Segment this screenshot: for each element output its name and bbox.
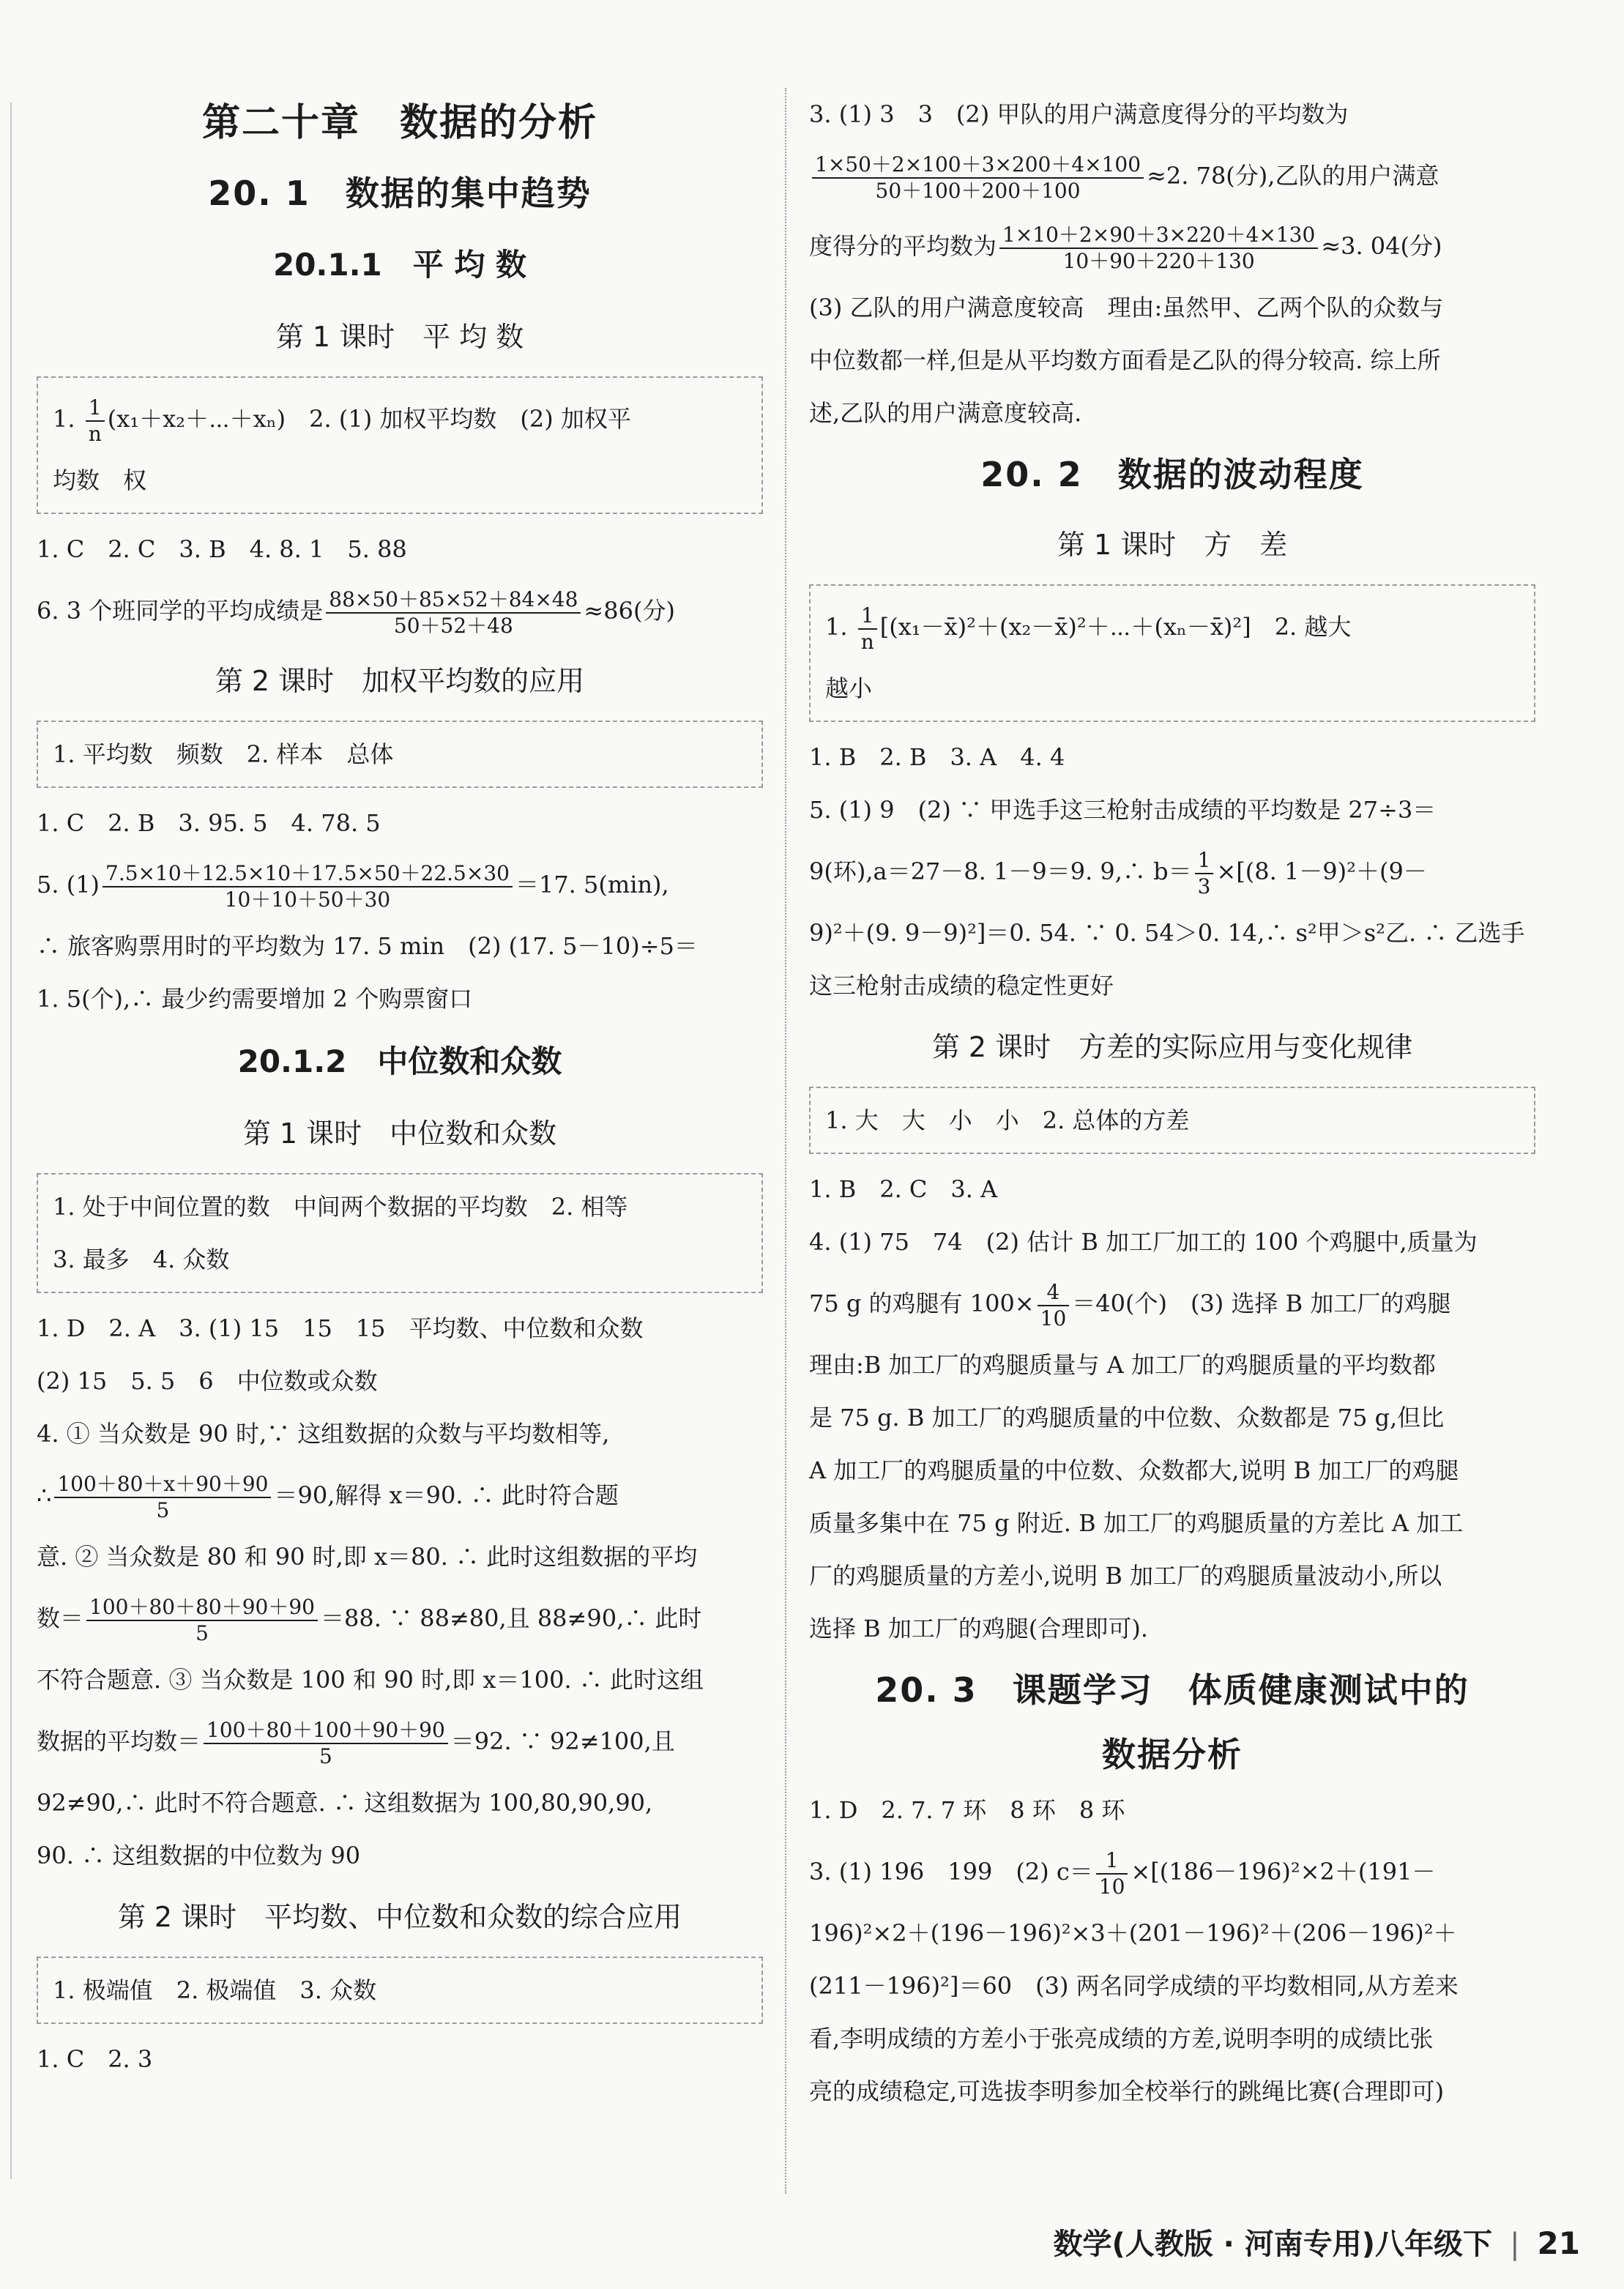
box-line	[825, 592, 1519, 662]
answer-line: 1. C 2. C 3. B 4. 8. 1 5. 88	[37, 535, 407, 563]
fraction-numerator: 4	[1038, 1280, 1070, 1306]
answer-line: ∴ 旅客购票用时的平均数为 17. 5 min (2) (17. 5－10)÷5＝	[37, 932, 698, 960]
answer-text: 数＝	[37, 1604, 84, 1632]
answer-line: 这三枪射击成绩的稳定性更好	[809, 972, 1114, 1000]
fraction	[999, 223, 1318, 274]
fraction-numerator: 100＋80＋100＋90＋90	[204, 1718, 448, 1744]
fraction-denominator: 5	[156, 1497, 170, 1522]
fraction	[86, 395, 105, 447]
fraction-denominator: 50＋100＋200＋100	[875, 178, 1081, 203]
answer-text: ＝40(个) (3) 选择 B 加工厂的鸡腿	[1072, 1289, 1451, 1317]
answer-line: 意. ② 当众数是 80 和 90 时,即 x＝80. ∴ 此时这组数据的平均	[37, 1543, 698, 1571]
box-line: 1. 平均数 频数 2. 样本 总体	[53, 740, 394, 768]
section-title-20-3: 20. 3 课题学习 体质健康测试中的	[875, 1670, 1470, 1710]
answer-text: 6. 3 个班同学的平均成绩是	[37, 597, 324, 625]
answer-line	[809, 141, 1535, 211]
fraction-denominator: 10	[1098, 1874, 1125, 1899]
answer-line	[809, 1268, 1535, 1339]
answer-text: 数据的平均数＝	[37, 1727, 201, 1755]
fraction-numerator: 1	[858, 603, 877, 630]
answer-line: 是 75 g. B 加工厂的鸡腿质量的中位数、众数都是 75 g,但比	[809, 1404, 1445, 1432]
lesson-title: 第 2 课时 平均数、中位数和众数的综合应用	[117, 1901, 682, 1933]
answer-text: ×[(186－196)²×2＋(191－	[1131, 1858, 1436, 1886]
section-title-20-1: 20. 1 数据的集中趋势	[208, 174, 592, 213]
fraction-denominator: 10＋90＋220＋130	[1062, 248, 1255, 273]
answer-line: 4. (1) 75 74 (2) 估计 B 加工厂加工的 100 个鸡腿中,质量为	[809, 1228, 1478, 1256]
lesson-title: 第 1 课时 中位数和众数	[242, 1117, 557, 1150]
fraction-numerator: 1×10＋2×90＋3×220＋4×130	[999, 223, 1318, 249]
answer-text: ≈2. 78(分),乙队的用户满意	[1147, 162, 1439, 190]
answer-line	[37, 1583, 763, 1653]
fraction-denominator: 5	[319, 1743, 332, 1768]
box-line: 3. 最多 4. 众数	[53, 1246, 230, 1273]
answer-line: 9)²＋(9. 9－9)²]＝0. 54. ∵ 0. 54＞0. 14,∴ s²甲＞s²乙. ∴ 乙选手	[809, 919, 1525, 947]
fraction-numerator: 1	[1195, 848, 1214, 874]
section-title-20-2: 20. 2 数据的波动程度	[980, 455, 1364, 494]
answer-text: 75 g 的鸡腿有 100×	[809, 1289, 1035, 1317]
fraction-denominator: 10	[1040, 1306, 1067, 1330]
answer-line: 厂的鸡腿质量的方差小,说明 B 加工厂的鸡腿质量波动小,所以	[809, 1562, 1442, 1590]
answer-text: ∴	[37, 1481, 52, 1509]
answer-line: 述,乙队的用户满意度较高.	[809, 399, 1082, 427]
item-number: 1.	[825, 613, 848, 641]
answer-line: 1. B 2. C 3. A	[809, 1175, 998, 1203]
concept-box	[37, 1957, 763, 2024]
lesson-title: 第 1 课时 平 均 数	[275, 321, 524, 353]
box-line: 1. 处于中间位置的数 中间两个数据的平均数 2. 相等	[53, 1193, 628, 1221]
fraction-numerator: 88×50＋85×52＋84×48	[326, 587, 581, 614]
answer-text: ×[(8. 1－9)²＋(9－	[1216, 857, 1427, 885]
page-footer	[1053, 2221, 1580, 2263]
answer-text: 3. (1) 196 199 (2) c＝	[809, 1858, 1093, 1886]
concept-box	[37, 376, 763, 514]
answer-line	[37, 849, 763, 920]
fraction	[103, 861, 513, 912]
answer-text: ≈86(分)	[584, 597, 675, 625]
lesson-title: 第 2 课时 方差的实际应用与变化规律	[931, 1031, 1413, 1063]
answer-line: 中位数都一样,但是从平均数方面看是乙队的得分较高. 综上所	[809, 346, 1441, 374]
answer-line: A 加工厂的鸡腿质量的中位数、众数都大,说明 B 加工厂的鸡腿	[809, 1456, 1459, 1484]
answer-text: 5. (1)	[37, 871, 100, 898]
box-text: (x₁＋x₂＋⋯＋xₙ) 2. (1) 加权平均数 (2) 加权平	[107, 405, 631, 433]
fraction-numerator: 100＋80＋80＋90＋90	[86, 1595, 318, 1621]
answer-line: 不符合题意. ③ 当众数是 100 和 90 时,即 x＝100. ∴ 此时这组	[37, 1666, 704, 1694]
answer-line: 1. D 2. A 3. (1) 15 15 15 平均数、中位数和众数	[37, 1314, 644, 1342]
fraction-denominator: 10＋10＋50＋30	[224, 887, 391, 912]
answer-line: 1. B 2. B 3. A 4. 4	[809, 743, 1065, 771]
answer-text: ＝88. ∵ 88≠80,且 88≠90,∴ 此时	[320, 1604, 702, 1632]
answer-line: 90. ∴ 这组数据的中位数为 90	[37, 1842, 361, 1869]
answer-line	[809, 836, 1535, 907]
fraction	[1195, 848, 1214, 899]
box-text: [(x₁－x̄)²＋(x₂－x̄)²＋⋯＋(xₙ－x̄)²] 2. 越大	[879, 613, 1352, 641]
footer-separator: |	[1510, 2227, 1520, 2261]
fraction-numerator: 1	[1096, 1848, 1128, 1875]
fraction-numerator: 100＋80＋x＋90＋90	[54, 1472, 271, 1498]
answer-text: 9(环),a＝27－8. 1－9＝9. 9,∴ b＝	[809, 857, 1192, 885]
fraction-denominator: 3	[1197, 874, 1211, 898]
fraction	[812, 152, 1144, 204]
lesson-title: 第 2 课时 加权平均数的应用	[215, 665, 585, 697]
answer-text: ≈3. 04(分)	[1321, 232, 1442, 260]
answer-text: ＝90,解得 x＝90. ∴ 此时符合题	[274, 1481, 619, 1509]
concept-box	[37, 1173, 763, 1293]
answer-line: 5. (1) 9 (2) ∵ 甲选手这三枪射击成绩的平均数是 27÷3＝	[809, 796, 1437, 824]
page-number: 21	[1537, 2225, 1580, 2261]
box-line: 均数 权	[53, 466, 147, 494]
answer-line	[37, 1460, 763, 1530]
answer-line	[809, 1836, 1535, 1907]
box-line	[53, 384, 747, 454]
fraction-numerator: 1×50＋2×100＋3×200＋4×100	[812, 152, 1144, 179]
right-column	[809, 88, 1535, 2118]
subsection-title-20-1-1: 20.1.1 平 均 数	[272, 247, 527, 283]
left-column	[37, 88, 763, 2085]
answer-text: 度得分的平均数为	[809, 232, 997, 260]
answer-line: 1. C 2. B 3. 95. 5 4. 78. 5	[37, 809, 381, 837]
fraction-denominator: 5	[195, 1620, 209, 1645]
fraction-denominator: n	[88, 421, 102, 446]
answer-line: 4. ① 当众数是 90 时,∵ 这组数据的众数与平均数相等,	[37, 1420, 610, 1448]
subsection-title-20-1-2: 20.1.2 中位数和众数	[237, 1043, 562, 1079]
fraction-numerator: 7.5×10＋12.5×10＋17.5×50＋22.5×30	[103, 861, 513, 887]
section-title-20-3-cont: 数据分析	[1102, 1735, 1243, 1774]
fraction	[326, 587, 581, 639]
fraction	[1096, 1848, 1128, 1899]
answer-line: 1. D 2. 7. 7 环 8 环 8 环	[809, 1796, 1125, 1824]
answer-line: (211－196)²]＝60 (3) 两名同学成绩的平均数相同,从方差来	[809, 1972, 1459, 2000]
answer-text: ＝17. 5(min),	[515, 871, 669, 898]
fraction	[204, 1718, 448, 1769]
concept-box	[809, 584, 1535, 722]
answer-line: 1. 5(个),∴ 最少约需要增加 2 个购票窗口	[37, 985, 473, 1013]
book-title: 数学(人教版 · 河南专用)八年级下	[1053, 2227, 1493, 2261]
fraction-numerator: 1	[86, 395, 105, 422]
answer-text: ＝92. ∵ 92≠100,且	[450, 1727, 675, 1755]
answer-line: 理由:B 加工厂的鸡腿质量与 A 加工厂的鸡腿质量的平均数都	[809, 1351, 1436, 1379]
answer-line: 92≠90,∴ 此时不符合题意. ∴ 这组数据为 100,80,90,90,	[37, 1789, 653, 1817]
answer-line: 质量多集中在 75 g 附近. B 加工厂的鸡腿质量的方差比 A 加工	[809, 1509, 1464, 1537]
answer-line	[37, 576, 763, 646]
column-divider	[785, 88, 786, 2194]
box-line: 1. 极端值 2. 极端值 3. 众数	[53, 1976, 377, 2004]
fraction-denominator: n	[860, 629, 874, 654]
answer-line: 选择 B 加工厂的鸡腿(合理即可).	[809, 1615, 1149, 1642]
answer-line	[37, 1706, 763, 1776]
answer-line: 3. (1) 3 3 (2) 甲队的用户满意度得分的平均数为	[809, 100, 1349, 128]
concept-box	[37, 721, 763, 788]
fraction-denominator: 50＋52＋48	[393, 613, 513, 638]
fraction	[858, 603, 877, 655]
answer-line: (2) 15 5. 5 6 中位数或众数	[37, 1367, 378, 1395]
box-line: 1. 大 大 小 小 2. 总体的方差	[825, 1106, 1190, 1134]
fraction	[86, 1595, 318, 1646]
answer-line: 196)²×2＋(196－196)²×3＋(201－196)²＋(206－196)²＋	[809, 1919, 1457, 1947]
lesson-title: 第 1 课时 方 差	[1057, 529, 1288, 561]
answer-line: 1. C 2. 3	[37, 2045, 153, 2073]
answer-line: (3) 乙队的用户满意度较高 理由:虽然甲、乙两个队的众数与	[809, 294, 1444, 321]
left-margin-line	[10, 103, 12, 2179]
chapter-title: 第二十章 数据的分析	[201, 101, 597, 145]
answer-line: 看,李明成绩的方差小于张亮成绩的方差,说明李明的成绩比张	[809, 2025, 1434, 2052]
box-line: 越小	[825, 674, 873, 702]
concept-box	[809, 1087, 1535, 1154]
item-number: 1.	[53, 405, 75, 433]
fraction	[54, 1472, 271, 1523]
answer-line: 亮的成绩稳定,可选拔李明参加全校举行的跳绳比赛(合理即可)	[809, 2077, 1445, 2105]
answer-line	[809, 211, 1535, 281]
fraction	[1038, 1280, 1070, 1331]
